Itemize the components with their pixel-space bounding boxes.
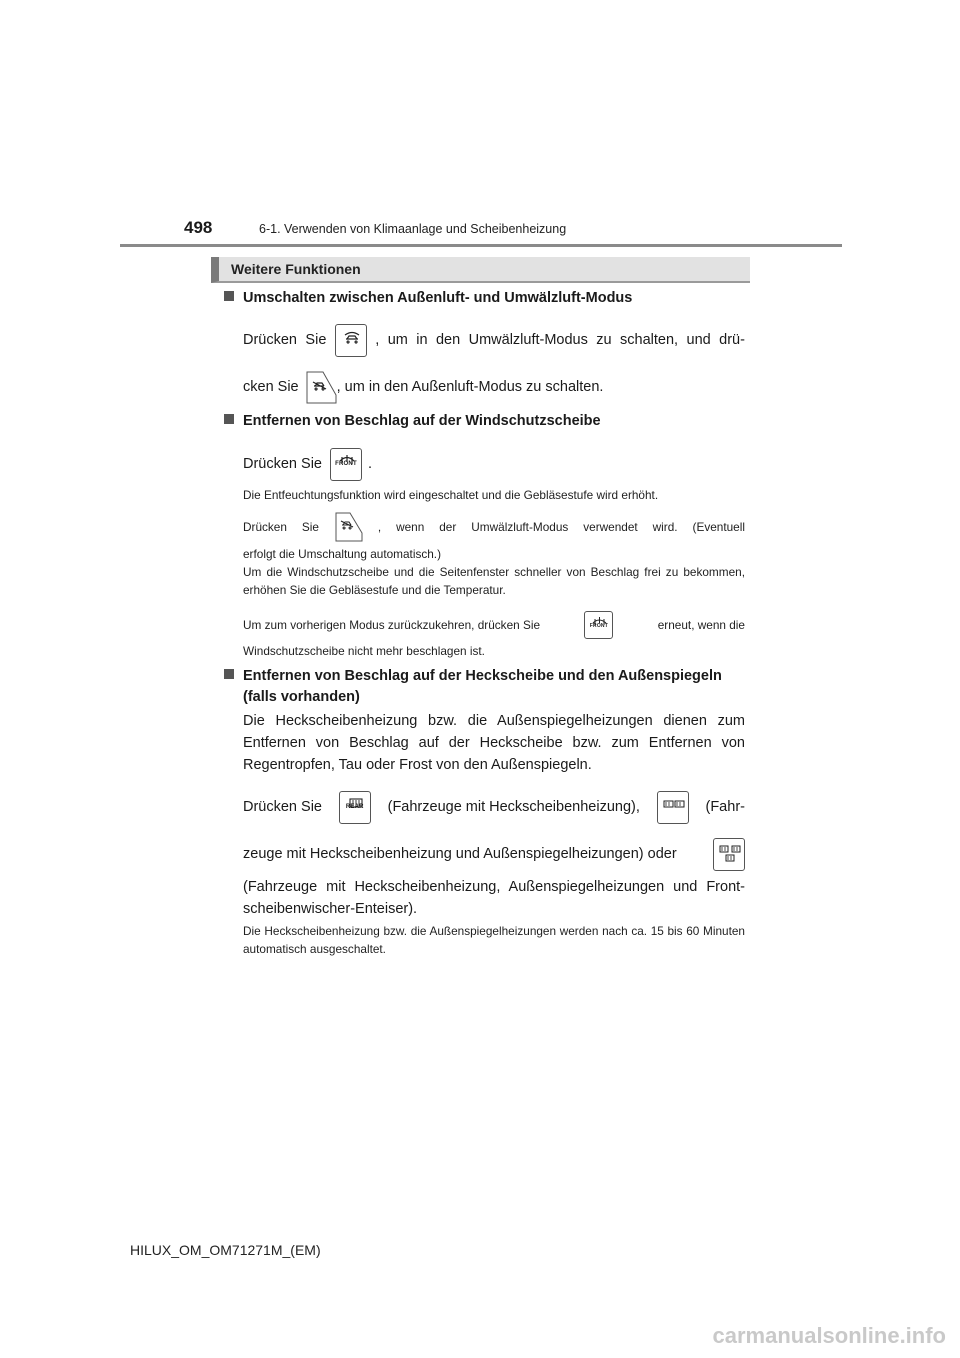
outside-air-button-icon: [305, 371, 337, 404]
rear-press-line-2: zeuge mit Heckscheibenheizung und Außenspiegelheizungen) oder: [243, 836, 745, 872]
windshield-heading: Entfernen von Beschlag auf der Windschutzscheibe: [224, 411, 746, 432]
page-number: 498: [184, 218, 213, 237]
windshield-note-1: Die Entfeuchtungsfunktion wird eingeschaltet und die Gebläsestufe wird erhöht.: [243, 488, 659, 502]
bullet-square-icon: [224, 291, 234, 301]
outside-air-button-icon: [334, 512, 363, 542]
windshield-press-line: Drücken Sie FRONT .: [243, 446, 745, 482]
recirc-line-2: cken Sie , um in den Außenluft-Modus zu schalten.: [243, 369, 745, 405]
windshield-note-4: Um zum vorherigen Modus zurückzukehren, drücken Sie FRONT erneut, wenn die: [243, 610, 745, 640]
rear-defogger-button-icon: REAR: [339, 791, 371, 824]
windshield-note-2: Drücken Sie , wenn der Umwälzluft-Modus verwendet wird. (Eventuell: [243, 511, 745, 543]
rear-heading-cont: (falls vorhanden): [243, 689, 360, 705]
header-divider: [120, 244, 842, 247]
windshield-note-3: Um die Windschutzscheibe und die Seitenfenster schneller von Beschlag frei zu bekommen, erhöhen Sie die Gebläsestufe und die Temperatur.: [243, 565, 745, 597]
rear-press-line-3: (Fahrzeuge mit Heckscheibenheizung, Außenspiegelheizungen und Front-scheibenwischer-Enteiser).: [243, 879, 745, 917]
rear-heading: Entfernen von Beschlag auf der Heckscheibe und den Außenspiegeln: [224, 666, 746, 687]
rear-description: Die Heckscheibenheizung bzw. die Außenspiegelheizungen dienen zum Entfernen von Beschlag auf der Heckscheibe bzw. zum Entfernen von Regentropfen, Tau oder Frost von den Außenspiegeln.: [243, 713, 745, 773]
rear-note: Die Heckscheibenheizung bzw. die Außenspiegelheizungen werden nach ca. 15 bis 60 Minuten automatisch ausgeschaltet.: [243, 924, 745, 956]
recirc-heading: Umschalten zwischen Außenluft- und Umwälzluft-Modus: [224, 288, 746, 309]
windshield-note-2-cont: erfolgt die Umschaltung automatisch.): [243, 547, 442, 561]
front-defroster-button-icon: FRONT: [584, 611, 613, 639]
recirculation-button-icon: [335, 324, 367, 357]
rear-and-mirror-defogger-button-icon: [657, 791, 689, 824]
bullet-square-icon: [224, 669, 234, 679]
document-code: HILUX_OM_OM71271M_(EM): [130, 1242, 321, 1258]
section-heading: [211, 257, 750, 283]
watermark: carmanualsonline.info: [712, 1323, 946, 1348]
windshield-note-4-cont: Windschutzscheibe nicht mehr beschlagen ist.: [243, 644, 485, 658]
chapter-title: 6-1. Verwenden von Klimaanlage und Scheibenheizung: [259, 222, 567, 236]
rear-press-line-1: Drücken Sie REAR (Fahrzeuge mit Heckscheibenheizung), (Fahr-: [243, 789, 745, 825]
bullet-square-icon: [224, 414, 234, 424]
rear-mirror-wiper-deicer-button-icon: [713, 838, 745, 871]
front-defroster-button-icon: FRONT: [330, 448, 362, 481]
recirc-line-1: Drücken Sie , um in den Umwälzluft-Modus zu schalten, und drü-: [243, 322, 745, 358]
section-title: Weitere Funktionen: [231, 261, 361, 277]
